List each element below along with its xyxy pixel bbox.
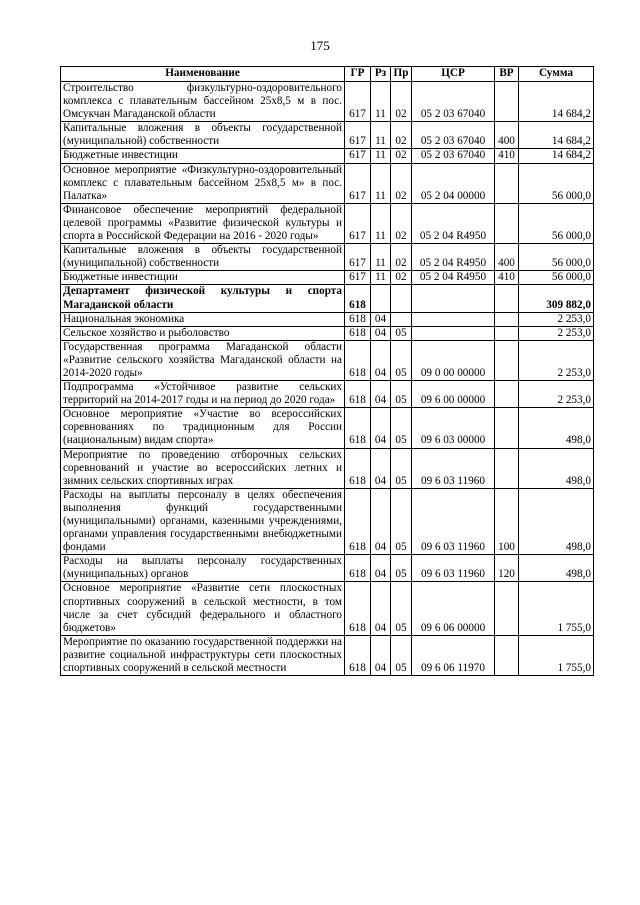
cell-rz: 04 bbox=[371, 635, 391, 675]
cell-pr: 05 bbox=[391, 582, 412, 635]
table-row bbox=[61, 163, 594, 203]
cell-sum: 1 755,0 bbox=[519, 582, 594, 635]
cell-gr: 618 bbox=[345, 285, 371, 312]
page-number: 175 bbox=[310, 38, 330, 53]
table-row bbox=[61, 271, 594, 285]
cell-pr: 05 bbox=[391, 408, 412, 448]
table-row bbox=[61, 381, 594, 408]
header-pr: Пр bbox=[391, 67, 412, 82]
header-sum: Сумма bbox=[519, 67, 594, 82]
cell-vr bbox=[495, 163, 519, 203]
table-row bbox=[61, 326, 594, 340]
table-row bbox=[61, 285, 594, 312]
cell-pr bbox=[391, 285, 412, 312]
budget-table bbox=[60, 66, 594, 676]
cell-gr: 618 bbox=[345, 340, 371, 380]
cell-vr: 120 bbox=[495, 555, 519, 582]
cell-vr bbox=[495, 285, 519, 312]
cell-csr: 09 6 03 11960 bbox=[412, 555, 495, 582]
cell-vr bbox=[495, 635, 519, 675]
cell-gr: 618 bbox=[345, 312, 371, 326]
cell-gr: 617 bbox=[345, 163, 371, 203]
cell-pr: 02 bbox=[391, 82, 412, 122]
cell-rz: 04 bbox=[371, 448, 391, 488]
cell-pr: 05 bbox=[391, 555, 412, 582]
cell-rz bbox=[371, 285, 391, 312]
table-row bbox=[61, 635, 594, 675]
cell-gr: 617 bbox=[345, 149, 371, 163]
cell-sum: 56 000,0 bbox=[519, 203, 594, 243]
cell-name: Строительство физкультурно-оздоровительного комплекса с плавательным бассейном 25х8,5 м в пос. Омсукчан Магаданской области bbox=[61, 82, 345, 122]
cell-pr: 02 bbox=[391, 149, 412, 163]
cell-rz: 04 bbox=[371, 340, 391, 380]
cell-name: Финансовое обеспечение мероприятий федеральной целевой программы «Развитие физической культуры и спорта в Российской Федерации на 2016 - 2020 годы» bbox=[61, 203, 345, 243]
cell-name: Основное мероприятие «Развитие сети плоскостных спортивных сооружений в сельской местности, в том числе за счет субсидий федерального и областного бюджетов» bbox=[61, 582, 345, 635]
header-name: Наименование bbox=[61, 67, 345, 82]
cell-pr: 05 bbox=[391, 340, 412, 380]
cell-name: Бюджетные инвестиции bbox=[61, 149, 345, 163]
cell-sum: 14 684,2 bbox=[519, 149, 594, 163]
cell-name: Капитальные вложения в объекты государственной (муниципальной) собственности bbox=[61, 122, 345, 149]
cell-vr bbox=[495, 448, 519, 488]
header-rz: Рз bbox=[371, 67, 391, 82]
cell-pr: 05 bbox=[391, 448, 412, 488]
table-row bbox=[61, 244, 594, 271]
cell-sum: 2 253,0 bbox=[519, 312, 594, 326]
cell-name: Сельское хозяйство и рыболовство bbox=[61, 326, 345, 340]
cell-csr: 05 2 04 00000 bbox=[412, 163, 495, 203]
cell-pr: 02 bbox=[391, 203, 412, 243]
table-row bbox=[61, 149, 594, 163]
cell-rz: 04 bbox=[371, 555, 391, 582]
cell-rz: 04 bbox=[371, 488, 391, 554]
cell-rz: 11 bbox=[371, 149, 391, 163]
cell-vr: 410 bbox=[495, 149, 519, 163]
cell-gr: 617 bbox=[345, 271, 371, 285]
cell-sum: 498,0 bbox=[519, 488, 594, 554]
header-csr: ЦСР bbox=[412, 67, 495, 82]
cell-sum: 498,0 bbox=[519, 448, 594, 488]
cell-pr: 02 bbox=[391, 163, 412, 203]
cell-gr: 617 bbox=[345, 122, 371, 149]
cell-gr: 617 bbox=[345, 203, 371, 243]
cell-pr: 02 bbox=[391, 244, 412, 271]
cell-gr: 617 bbox=[345, 244, 371, 271]
cell-csr: 05 2 03 67040 bbox=[412, 82, 495, 122]
table-row bbox=[61, 340, 594, 380]
header-gr: ГР bbox=[345, 67, 371, 82]
cell-rz: 11 bbox=[371, 163, 391, 203]
cell-sum: 56 000,0 bbox=[519, 244, 594, 271]
cell-sum: 498,0 bbox=[519, 555, 594, 582]
cell-csr: 05 2 04 R4950 bbox=[412, 271, 495, 285]
cell-gr: 617 bbox=[345, 82, 371, 122]
cell-vr bbox=[495, 82, 519, 122]
cell-vr: 100 bbox=[495, 488, 519, 554]
cell-gr: 618 bbox=[345, 582, 371, 635]
cell-csr: 09 6 06 11970 bbox=[412, 635, 495, 675]
cell-csr: 09 6 06 00000 bbox=[412, 582, 495, 635]
cell-pr bbox=[391, 312, 412, 326]
table-row bbox=[61, 122, 594, 149]
cell-name: Основное мероприятие «Физкультурно-оздоровительный комплекс с плавательным бассейном 25х8,5 м» в пос. Палатка» bbox=[61, 163, 345, 203]
cell-vr bbox=[495, 408, 519, 448]
header-row bbox=[61, 67, 594, 82]
cell-csr: 09 0 00 00000 bbox=[412, 340, 495, 380]
cell-rz: 04 bbox=[371, 326, 391, 340]
cell-csr bbox=[412, 326, 495, 340]
cell-name: Расходы на выплаты персоналу в целях обеспечения выполнения функций государственными (муниципальными) органами, казенными учреждениями, органами управления государственными внебюджетными фондами bbox=[61, 488, 345, 554]
cell-name: Бюджетные инвестиции bbox=[61, 271, 345, 285]
cell-pr: 05 bbox=[391, 488, 412, 554]
header-vr: ВР bbox=[495, 67, 519, 82]
cell-gr: 618 bbox=[345, 408, 371, 448]
cell-sum: 1 755,0 bbox=[519, 635, 594, 675]
cell-rz: 11 bbox=[371, 271, 391, 285]
cell-gr: 618 bbox=[345, 635, 371, 675]
cell-csr: 09 6 03 11960 bbox=[412, 488, 495, 554]
cell-csr bbox=[412, 312, 495, 326]
cell-vr: 400 bbox=[495, 122, 519, 149]
table-row bbox=[61, 488, 594, 554]
cell-sum: 2 253,0 bbox=[519, 326, 594, 340]
cell-vr: 400 bbox=[495, 244, 519, 271]
cell-name: Расходы на выплаты персоналу государственных (муниципальных) органов bbox=[61, 555, 345, 582]
cell-pr: 05 bbox=[391, 381, 412, 408]
cell-vr bbox=[495, 312, 519, 326]
cell-gr: 618 bbox=[345, 381, 371, 408]
cell-name: Мероприятие по оказанию государственной поддержки на развитие социальной инфраструктуры сети плоскостных спортивных сооружений в сельской местности bbox=[61, 635, 345, 675]
table-row bbox=[61, 312, 594, 326]
table-row bbox=[61, 555, 594, 582]
cell-csr: 09 6 03 11960 bbox=[412, 448, 495, 488]
table-row bbox=[61, 82, 594, 122]
cell-gr: 618 bbox=[345, 326, 371, 340]
table-row bbox=[61, 408, 594, 448]
cell-rz: 04 bbox=[371, 312, 391, 326]
cell-name: Подпрограмма «Устойчивое развитие сельских территорий на 2014-2017 годы и на период до 2020 года» bbox=[61, 381, 345, 408]
cell-rz: 04 bbox=[371, 381, 391, 408]
cell-csr: 09 6 03 00000 bbox=[412, 408, 495, 448]
cell-vr bbox=[495, 381, 519, 408]
cell-rz: 11 bbox=[371, 244, 391, 271]
cell-vr bbox=[495, 582, 519, 635]
cell-csr: 09 6 00 00000 bbox=[412, 381, 495, 408]
table-row bbox=[61, 448, 594, 488]
cell-rz: 11 bbox=[371, 203, 391, 243]
cell-rz: 11 bbox=[371, 82, 391, 122]
cell-sum: 56 000,0 bbox=[519, 163, 594, 203]
cell-vr bbox=[495, 203, 519, 243]
cell-name: Мероприятие по проведению отборочных сельских соревнований и участие во всероссийских летних и зимних сельских спортивных играх bbox=[61, 448, 345, 488]
cell-csr: 05 2 03 67040 bbox=[412, 122, 495, 149]
cell-vr bbox=[495, 326, 519, 340]
cell-gr: 618 bbox=[345, 448, 371, 488]
cell-pr: 02 bbox=[391, 271, 412, 285]
cell-sum: 2 253,0 bbox=[519, 340, 594, 380]
cell-sum: 14 684,2 bbox=[519, 122, 594, 149]
cell-name: Национальная экономика bbox=[61, 312, 345, 326]
cell-name: Государственная программа Магаданской области «Развитие сельского хозяйства Магаданской области на 2014-2020 годы» bbox=[61, 340, 345, 380]
cell-rz: 11 bbox=[371, 122, 391, 149]
cell-csr: 05 2 04 R4950 bbox=[412, 244, 495, 271]
table-row bbox=[61, 203, 594, 243]
cell-name: Капитальные вложения в объекты государственной (муниципальной) собственности bbox=[61, 244, 345, 271]
cell-sum: 309 882,0 bbox=[519, 285, 594, 312]
cell-gr: 618 bbox=[345, 488, 371, 554]
cell-pr: 05 bbox=[391, 326, 412, 340]
cell-sum: 2 253,0 bbox=[519, 381, 594, 408]
cell-gr: 618 bbox=[345, 555, 371, 582]
cell-sum: 14 684,2 bbox=[519, 82, 594, 122]
cell-pr: 02 bbox=[391, 122, 412, 149]
cell-rz: 04 bbox=[371, 408, 391, 448]
cell-vr bbox=[495, 340, 519, 380]
cell-rz: 04 bbox=[371, 582, 391, 635]
table-row bbox=[61, 582, 594, 635]
cell-sum: 498,0 bbox=[519, 408, 594, 448]
cell-csr: 05 2 03 67040 bbox=[412, 149, 495, 163]
cell-vr: 410 bbox=[495, 271, 519, 285]
cell-name: Основное мероприятие «Участие во всероссийских соревнованиях по традиционным для России (национальным) видам спорта» bbox=[61, 408, 345, 448]
cell-sum: 56 000,0 bbox=[519, 271, 594, 285]
cell-name: Департамент физической культуры и спорта Магаданской области bbox=[61, 285, 345, 312]
cell-csr: 05 2 04 R4950 bbox=[412, 203, 495, 243]
cell-csr bbox=[412, 285, 495, 312]
cell-pr: 05 bbox=[391, 635, 412, 675]
